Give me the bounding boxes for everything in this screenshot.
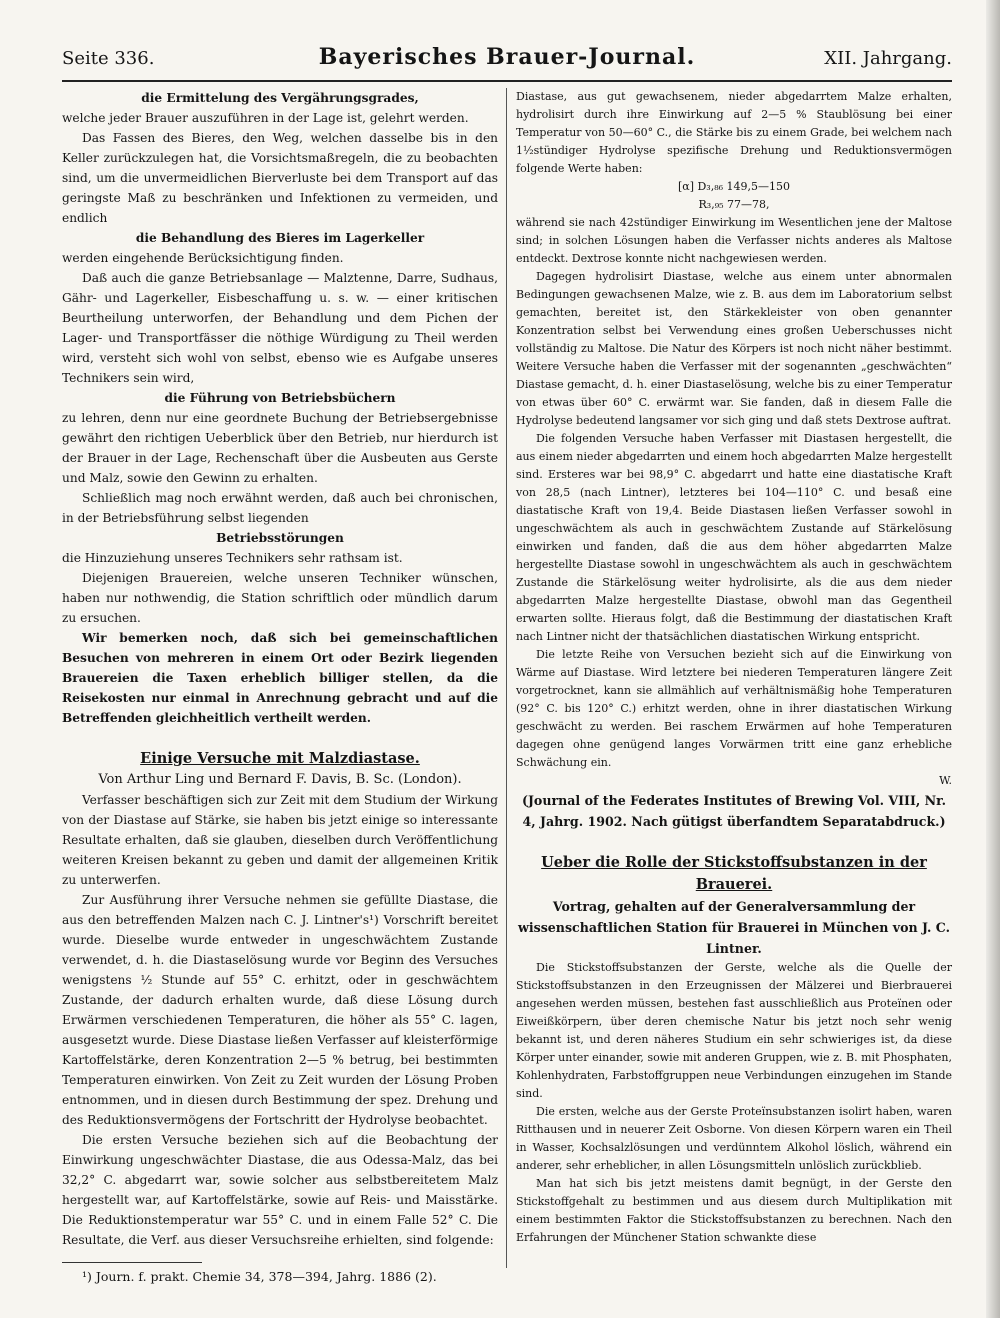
paragraph: Dagegen hydrolisirt Diastase, welche aus einem unter abnormalen Bedingungen gewachsenen Malze, wie z. B. aus dem im Laboratorium selbst gemachten, bereitet ist, den Stärkekleister von oben genannter Konzentration selbst bei Verwendung eines großen Ueberschusses nicht vollständig zu Maltose. Die Natur des Körpers ist noch nicht näher bestimmt. Weitere Versuche haben die Verfasser mit der sogenannten „geschwächten“ Diastase gemacht, d. h. einer Diastaselösung, welche bis zu einer Temperatur von etwas über 60° C. erwärmt war. Sie fanden, daß in diesem Falle die Hydrolyse bedeutend langsamer vor sich ging und daß stets Dextrose auftrat. [516, 270, 952, 427]
paragraph: Das Fassen des Bieres, den Weg, welchen dasselbe bis in den Keller zurückzulegen hat, die Vorsichtsmaßregeln, die zu beobachten sind, um die unvermeidlichen Bierverluste bei dem Transport auf das geringste Maß zu beschränken und Infektionen zu vermeiden, und endlich [62, 131, 498, 225]
paragraph: Wir bemerken noch, daß sich bei gemeinschaftlichen Besuchen von mehreren in einem Ort oder Bezirk liegenden Brauereien die Taxen erheblich billiger stellen, da die Reisekosten nur einmal in Anrechnung gebracht und auf die Betreffenden gleichheitlich vertheilt werden. [62, 631, 498, 725]
paragraph: Diastase, aus gut gewachsenem, nieder abgedarrtem Malze erhalten, hydrolisirt durch ihre Einwirkung auf 2—5 % Staublösung bei einer Temperatur von 50—60° C., die Stärke bis zu einem Grade, bei welchem nach 1½stündiger Hydrolyse spezifische Drehung und Reduktionsvermögen folgende Werte haben: [516, 90, 952, 175]
column-divider [506, 88, 507, 1268]
formula: R₃,₉₅ 77—78, [698, 198, 770, 211]
paragraph: welche jeder Brauer auszuführen in der Lage ist, gelehrt werden. [62, 111, 469, 125]
paragraph: während sie nach 42stündiger Einwirkung im Wesentlichen jene der Maltose sind; in solchen Lösungen haben die Verfasser nichts anderes als Maltose entdeckt. Dextrose konnte nicht nachgewiesen werden. [516, 216, 952, 265]
paragraph: werden eingehende Berücksichtigung finden. [62, 251, 344, 265]
signature: W. [939, 774, 952, 787]
paragraph: Die folgenden Versuche haben Verfasser mit Diastasen hergestellt, die aus einem nieder abgedarrten und einem hoch abgedarrten Malze hergestellt sind. Ersteres war bei 98,9° C. abgedarrt und hatte eine diastatische Kraft von 28,5 (nach Lintner), letzteres bei 104—110° C. und besaß eine diastatische Kraft von 19,4. Beide Diastasen ließen Verfasser sowohl in ungeschwächtem als auch in geschwächtem Zustande auf Stärkelösung einwirken und fanden, daß die aus dem höher abgedarrten Malze hergestellte Diastase sowohl in ungeschwächtem als auch in geschwächtem Zustande die Stärkelösung weiter hydrolisirte, als die aus dem nieder abgedarrten Malze hergestellte Diastase, obwohl man das Gegentheil erwarten sollte. Hieraus folgt, daß die Bestimmung der diastatischen Kraft nach Lintner nicht der thatsächlichen diastatischen Wirkung entspricht. [516, 432, 952, 643]
paragraph: Die ersten, welche aus der Gerste Proteïnsubstanzen isolirt haben, waren Ritthausen und in neuerer Zeit Osborne. Von diesen Körpern waren ein Theil in Wasser, Kochsalzlösungen und verdünntem Alkohol löslich, während ein anderer, sehr erheblicher, in allen Lösungsmitteln unlöslich zurückblieb. [516, 1105, 952, 1172]
paragraph: Zur Ausführung ihrer Versuche nehmen sie gefüllte Diastase, die aus den betreffenden Malzen nach C. J. Lintner's¹) Vorschrift bereitet wurde. Dieselbe wurde entweder in ungeschwächtem Zustande verwendet, d. h. die Diastaselösung wurde vor Beginn des Versuches wenigstens ½ Stunde auf 55° C. erhitzt, oder in geschwächtem Zustande, der dadurch erhalten wurde, daß diese Lösung durch Erwärmen verschiedenen Temperaturen, die höher als 55° C. lagen, ausgesetzt wurde. Diese Diastase ließen Verfasser auf kleisterförmige Kartoffelstärke, deren Konzentration 2—5 % betrug, bei bestimmten Temperaturen einwirken. Von Zeit zu Zeit wurden der Lösung Proben entnommen, und in diesen durch Bestimmung der spez. Drehung und des Reduktionsvermögens der Fortschritt der Hydrolyse beobachtet. [62, 893, 498, 1127]
left-column [62, 88, 498, 1287]
section-heading: die Führung von Betriebsbüchern [164, 391, 396, 405]
article-byline: Von Arthur Ling und Bernard F. Davis, B. Sc. (London). [98, 772, 462, 787]
paragraph: Man hat sich bis jetzt meistens damit begnügt, in der Gerste den Stickstoffgehalt zu bestimmen und aus diesem durch Multiplikation mit einem bestimmten Faktor die Stickstoffsubstanzen zu berechnen. Nach den Erfahrungen der Münchener Station schwankte diese [516, 1177, 952, 1244]
paragraph: die Hinzuziehung unseres Technikers sehr rathsam ist. [62, 551, 403, 565]
paragraph: Verfasser beschäftigen sich zur Zeit mit dem Studium der Wirkung von der Diastase auf Stärke, sie haben bis jetzt einige so interessante Resultate erhalten, daß sie glauben, dieselben durch Veröffentlichung weiteren Kreisen bekannt zu geben und damit der allgemeinen Kritik zu unterwerfen. [62, 793, 498, 887]
paragraph: Daß auch die ganze Betriebsanlage — Malztenne, Darre, Sudhaus, Gähr- und Lagerkeller, Eisbeschaffung u. s. w. — einer kritischen Beurtheilung unterworfen, der Behandlung und dem Pichen der Lager- und Transportfässer die nöthige Würdigung zu Theil werden wird, versteht sich wohl von selbst, ebenso wie es Aufgabe unseres Technikers sein wird, [62, 271, 498, 385]
formula: [α] D₃,₈₆ 149,5—150 [677, 180, 791, 193]
section-heading: die Ermittelung des Vergährungsgrades, [141, 91, 419, 105]
journal-title: Bayerisches Brauer-Journal. [318, 44, 696, 70]
footnote: ¹) Journ. f. prakt. Chemie 34, 378—394, Jahrg. 1886 (2). [82, 1269, 437, 1284]
footnote-rule [62, 1262, 202, 1263]
paragraph: Die Stickstoffsubstanzen der Gerste, welche als die Quelle der Stickstoffsubstanzen in den Erzeugnissen der Mälzerei und Bierbrauerei angesehen werden müssen, bestehen fast ausschließlich aus Proteïnen oder Eiweißkörpern, über deren chemische Natur bis jetzt noch sehr wenig bekannt ist, und deren näheres Studium ein sehr schwieriges ist, da diese Körper unter einander, sowie mit anderen Gruppen, wie z. B. mit Phosphaten, Kohlenhydraten, Farbstoffgruppen neue Verbindungen einzugehen im Stande sind. [516, 961, 952, 1100]
section-heading: die Behandlung des Bieres im Lagerkeller [135, 231, 425, 245]
header-rule [62, 80, 952, 82]
page-number: Seite 336. [62, 48, 155, 69]
section-heading: Betriebsstörungen [216, 531, 344, 545]
paragraph: Diejenigen Brauereien, welche unseren Techniker wünschen, haben nur nothwendig, die Station schriftlich oder mündlich darum zu ersuchen. [62, 571, 498, 625]
volume-label: XII. Jahrgang. [824, 48, 952, 69]
article-title: Ueber die Rolle der Stickstoffsubstanzen in der Brauerei. [541, 854, 927, 893]
article-subtitle: Vortrag, gehalten auf der Generalversammlung der wissenschaftlichen Station für Brauerei in München von J. C. Lintner. [517, 899, 950, 956]
paragraph: Die ersten Versuche beziehen sich auf die Beobachtung der Einwirkung ungeschwächter Diastase, die aus Odessa-Malz, das bei 32,2° C. abgedarrt war, sowie solcher aus selbstbereitetem Malz hergestellt war, auf Kartoffelstärke, sowie auf Reis- und Maisstärke. Die Reduktionstemperatur war 55° C. und in einem Falle 52° C. Die Resultate, die Verf. aus dieser Versuchsreihe erhielten, sind folgende: [62, 1133, 498, 1247]
right-column [516, 88, 952, 1247]
paragraph: Die letzte Reihe von Versuchen bezieht sich auf die Einwirkung von Wärme auf Diastase. Wird letztere bei niederen Temperaturen längere Zeit vorgetrocknet, kann sie allmählich auf verhältnismäßig hohe Temperaturen (92° C. bis 120° C.) erhitzt werden, ohne in ihrer diastatischen Wirkung geschwächt zu werden. Bei raschem Erwärmen auf hohe Temperaturen dagegen ohne genügend langes Vorwärmen tritt eine ganz erhebliche Schwächung ein. [516, 648, 952, 769]
running-header [62, 44, 952, 76]
page-edge-shadow [986, 0, 1000, 1318]
paragraph: zu lehren, denn nur eine geordnete Buchung der Betriebsergebnisse gewährt den richtigen Ueberblick über den Betrieb, nur hierdurch ist der Brauer in der Lage, Rechenschaft über die Ausbeuten aus Gerste und Malz, sowie den Gewinn zu erhalten. [62, 411, 498, 485]
paragraph: Schließlich mag noch erwähnt werden, daß auch bei chronischen, in der Betriebsführung selbst liegenden [62, 491, 498, 525]
source-citation: (Journal of the Federates Institutes of Brewing Vol. VIII, Nr. 4, Jahrg. 1902. Nach gütigst überfandtem Separatabdruck.) [522, 793, 946, 829]
article-title: Einige Versuche mit Malzdiastase. [140, 750, 420, 767]
